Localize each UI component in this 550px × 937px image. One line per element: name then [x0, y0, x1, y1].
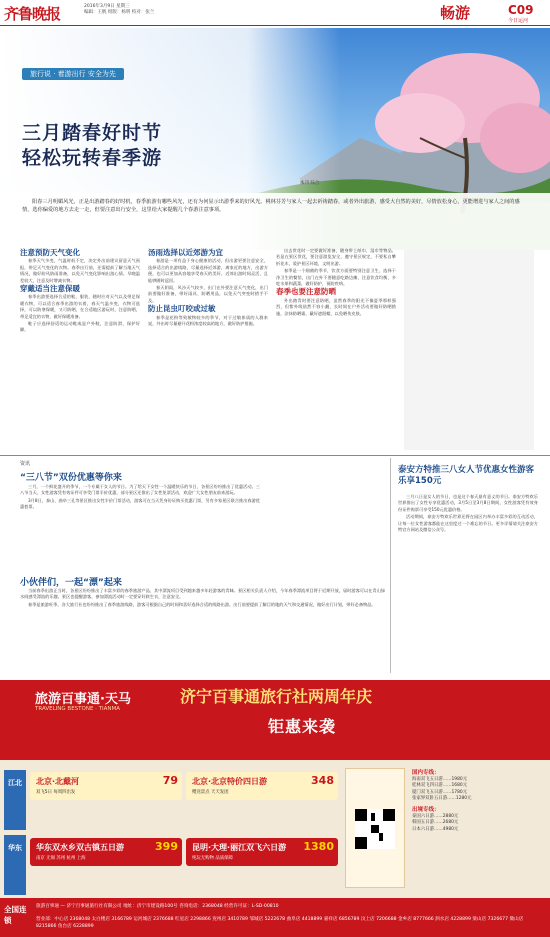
paragraph: 春游是一项有益于身心健康的活动，但出游更要注意安全，选择适合的出游线路，尽量选择近郊游，离家近的地方，出游方便，也可以更加从容地享受春天的美好。近郊出游时间灵活，且能够随时返回。	[148, 258, 268, 283]
list-item: 韩国五日游……2680元	[412, 820, 459, 826]
route-name: 华东双水乡双古镇五日游	[36, 843, 124, 852]
subheading-nearby-trip: 汤雨选择以近郊游为宜	[148, 248, 223, 257]
paragraph: 春季是一个细菌的季节，饮食方面要特别注意卫生，选择干净卫生的餐馆，出门在外不要随意吃路边摊，注意饮食均衡，多吃水果和蔬菜，做好防护，预防疾病。	[276, 268, 396, 287]
region-label: 华东	[4, 835, 26, 895]
route-price: 348	[311, 774, 334, 787]
list-item: 海南双飞五日游……1980元	[412, 776, 468, 782]
article-column-2	[148, 248, 268, 328]
article-rafting	[20, 588, 385, 609]
section-tag: 资讯	[20, 461, 31, 467]
route-name: 北京·北京特价四日游	[192, 777, 268, 786]
route-card	[186, 838, 338, 866]
hero-banner: 旅行说 · 着游出行 安全为先	[22, 68, 124, 80]
lead-paragraph: 阳春三月明媚风光，正是出游踏春的好时机，春季旅游有哪些风光，还有为何显示出游季来的好风光。桃林芬芳与家人一起去祈祷踏春，或者外出旅游，感受大自然的美好，尽情放松身心，更能增进与家人之间的感情，选你偏爱的地方去走一走，但要注意出行安全，这里给大家提醒几个春游注意事项。	[22, 199, 520, 213]
today-edit-label: 今日运河	[508, 18, 529, 24]
subheading-sunscreen: 春季也要注意防晒	[276, 287, 336, 297]
paragraph: 三月，一个鲜花盛开的季节，一个专属于女人的节日。为了给天下女性一个温暖快乐的节日，各景区纷纷推出了优惠活动。三八节当天，女性游客凭有效证件可享受门票半价优惠，部分景区还推出了女性免票活动，欢迎广大女性朋友前来游玩。	[20, 484, 260, 496]
list-item: 泰国六日游……2880元	[412, 813, 459, 819]
paragraph: 春季天气多变，气温时低不定，决定外出前建议留意天气预报，带足天气变化的衣物。春季出行前，还需提前了解当地天气情况，做好防风防雨准备，以免天气变化影响出游心情。早晚温差较大，注意及时增减衣物。	[20, 258, 140, 283]
article-taian	[398, 494, 538, 534]
paragraph: 春季是旅游旺季，各大旅行社也纷纷推出了春季旅游线路，游客可根据自己的时间和喜好选择合适的线路出游。出行前要提前了解目的地的天气和交通情况，做好出行计划，带好必备物品。	[28, 601, 376, 607]
subheading-weather: 注意预防天气变化	[20, 248, 80, 257]
proof-line: 校对：张兰	[131, 10, 155, 15]
route-card	[30, 772, 182, 800]
section-name: 畅游	[440, 4, 471, 22]
newspaper-logo: 齐鲁晚报	[4, 5, 61, 23]
headline-rafting: 小伙伴们，一起“漂”起来	[20, 578, 122, 588]
subheading-insects: 防止昆虫叮咬或过敏	[148, 304, 216, 314]
route-card	[186, 772, 338, 800]
article-column-1	[20, 248, 140, 335]
paragraph: 春天阴雨，风沙天气较多，出门在外要注意天气变化，出门前要做好准备，带好雨具、防晒用品，以免天气突变时措手不及。	[148, 285, 268, 303]
route-sub: 南京 无锡 苏州 杭州 上海	[36, 856, 86, 861]
headline-taian-fantawild: 泰安方特推三八女人节优惠女性游客乐享150元	[398, 465, 535, 486]
list-item: 桂林双飞四日游……1680元	[412, 783, 468, 789]
date-line: 2016年3月9日 星期三	[84, 4, 130, 9]
qr-code-icon	[355, 809, 395, 849]
column-divider	[390, 458, 391, 673]
subheading-clothing: 穿戴适当注意保暖	[20, 284, 80, 294]
paragraph: 活动期间，泰安方特欢乐世界还将在园区内举办丰富多彩的互动活动，让每一位女性游客都能在这里度过一个难忘的节日。更多详情请关注泰安方特官方网站及微信公众号。	[398, 514, 538, 533]
travel-agency-advertisement	[0, 680, 550, 937]
page-header	[0, 0, 550, 26]
page-number: C09	[508, 3, 534, 17]
article-womens-day	[20, 484, 260, 512]
paragraph: 春季出游要选择合适的鞋，服装，随时应对天气以及带足保暖衣物，可以适合春季出游的衣着，春天气温多变，衣物可选择，可以防寒保暖，又可防晒，在合适地区游玩时，注意防晒，带足适宜的衣物，做好保暖准备。	[20, 294, 140, 319]
footer-address: 旅游百事通 — 济宁百事通旅行社有限公司 地址：济宁市建设路100号 咨询电话：2368048 经营许可证：L-SD-00810	[36, 904, 279, 909]
ad-brand-en: TRAVELING BESTONE · TIANMA	[35, 706, 121, 712]
route-card	[30, 838, 182, 866]
route-price: 1380	[303, 840, 334, 853]
right-route-list	[412, 770, 544, 833]
paragraph: 鞋子应选择舒适的运动鞋或是户外鞋，注意防滑，保护好脚。	[20, 321, 140, 333]
list-item: 厦门双飞五日游……1780元	[412, 789, 468, 795]
paragraph: 当前春季出游正当时，各景区纷纷推出了丰富多彩的春季旅游产品，其中漂流项目受到越来越多年轻游客的青睐。景区相关负责人介绍，今年春季漂流项目将于近期开放，届时游客可以在青山绿水间感受漂流的乐趣。景区也提醒游客，参加漂流活动时一定要穿好救生衣，注意安全。	[20, 588, 385, 600]
route-price: 79	[162, 774, 178, 787]
headline-line-2: 轻松玩转春季游	[22, 147, 163, 169]
chain-label: 全国连锁	[4, 905, 27, 925]
list-item: 张家界双卧五日游……1280元	[412, 796, 472, 802]
route-sub: 赠送景点 天天发团	[192, 790, 229, 795]
ad-title: 济宁百事通旅行社两周年庆	[180, 687, 373, 706]
headline-line-1: 三月踏春好时节	[22, 122, 163, 144]
ad-banner	[0, 680, 550, 760]
footer-branches: 营业部：中心店 2368048 太白楼店 3166789 运河城店 2376688 红星店 2298866 兖州店 3410789 邹城店 5222678 曲阜店 4418899 嘉祥店 6856789 汶上店 7206688 金乡店 8777666 泗水店 4228899 梁山店 7326677 微山店 8215866 鱼台店 6228899	[36, 917, 524, 929]
list-heading: 国内专线：	[412, 770, 440, 776]
route-sub: 纯玩无购物 品质保障	[192, 856, 233, 861]
route-name: 昆明·大理·丽江双飞六日游	[192, 843, 287, 852]
paragraph: 春季是花粉等致敏物较多的季节，对于过敏体质的人群来说，外出时尽量避开花粉浓度较高的地方，做好防护措施。	[148, 314, 268, 327]
qr-code-panel	[345, 768, 405, 888]
route-price: 399	[155, 840, 178, 853]
region-label: 江北	[4, 770, 26, 830]
ad-brand: 旅游百事通·天马	[35, 692, 131, 707]
paragraph: 3月8日，泰山、曲阜三孔等景区推出女性半价门票活动，游客可在当天凭身份证购买优惠门票，另有多家景区联合推出春游优惠套票。	[20, 497, 260, 510]
route-name: 北京·北戴河	[36, 777, 80, 786]
list-heading: 出境专线：	[412, 806, 440, 813]
headline-womens-day: “三八节”双份优惠等你来	[20, 473, 122, 483]
list-item: 日本六日游……4980元	[412, 826, 459, 832]
paragraph: 三月八日是女人的节日，也是这个春天最有意义的节日。泰安方特欢乐世界推出了女性专享优惠活动，3月5日至3月8日期间，女性游客凭有效身份证件购票可享受150元优惠价格。	[398, 494, 538, 512]
route-sub: 双飞5日 每周四出发	[36, 790, 76, 795]
paragraph: 外出踏青时要注意防晒，虽然春季的阳光不像夏季那样强烈，但紫外线依然不容小觑，长时间在户外活动要做好防晒措施，涂抹防晒霜，戴好遮阳帽，以免晒伤皮肤。	[276, 297, 396, 316]
ad-subtitle: 钜惠来袭	[268, 717, 337, 736]
header-meta	[84, 4, 154, 16]
paragraph: 出去赏花时一定要做好准备，随身带上纸巾、湿巾等物品。若是在景区赏花，要注意游览安全，遵守景区规定，不要私自攀折花木，爱护景区环境，文明出游。	[276, 248, 396, 266]
column-right-blank	[404, 250, 534, 450]
ad-footer	[0, 898, 550, 937]
article-column-3	[276, 248, 396, 318]
section-divider	[0, 455, 550, 456]
byline: 本刊 综合	[300, 181, 320, 186]
editor-line: 编辑：王帆 组版：杨明	[84, 10, 131, 15]
